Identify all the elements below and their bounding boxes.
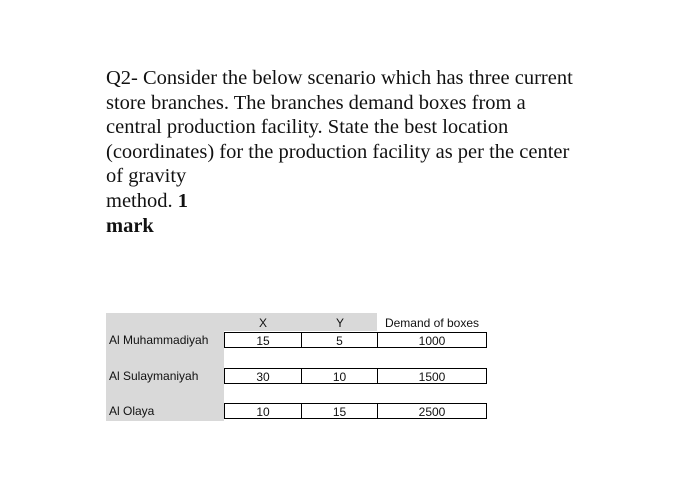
header-demand: Demand of boxes xyxy=(384,316,480,330)
cell-y: 5 xyxy=(301,332,378,348)
branches-table xyxy=(106,313,488,421)
header-x: X xyxy=(258,316,267,330)
cell-x: 15 xyxy=(224,332,302,348)
cell-y: 10 xyxy=(301,368,378,384)
question-line: of gravity xyxy=(106,165,187,188)
question-text xyxy=(106,66,606,238)
mark-word: mark xyxy=(106,214,154,237)
method-marks-line xyxy=(106,189,519,214)
row-label-al-muhammadiyah: Al Muhammadiyah xyxy=(109,333,209,347)
row-label-al-olaya: Al Olaya xyxy=(109,404,155,418)
cell-x: 10 xyxy=(224,403,302,419)
method-text: method. xyxy=(106,189,173,212)
mark-number: 1 xyxy=(177,189,188,212)
question-line: store branches. The branches demand boxes from a xyxy=(106,91,526,114)
cell-x: 30 xyxy=(224,368,302,384)
question-line: (coordinates) for the production facility as per the center xyxy=(106,140,570,163)
cell-demand: 1000 xyxy=(377,332,487,348)
question-line: Q2- Consider the below scenario which has three current xyxy=(106,67,573,89)
cell-y: 15 xyxy=(301,403,378,419)
cell-demand: 1500 xyxy=(377,368,487,384)
header-y: Y xyxy=(335,316,344,330)
question-line: central production facility. State the best location xyxy=(106,116,509,139)
cell-demand: 2500 xyxy=(377,403,487,419)
row-label-al-sulaymaniyah: Al Sulaymaniyah xyxy=(109,369,199,383)
